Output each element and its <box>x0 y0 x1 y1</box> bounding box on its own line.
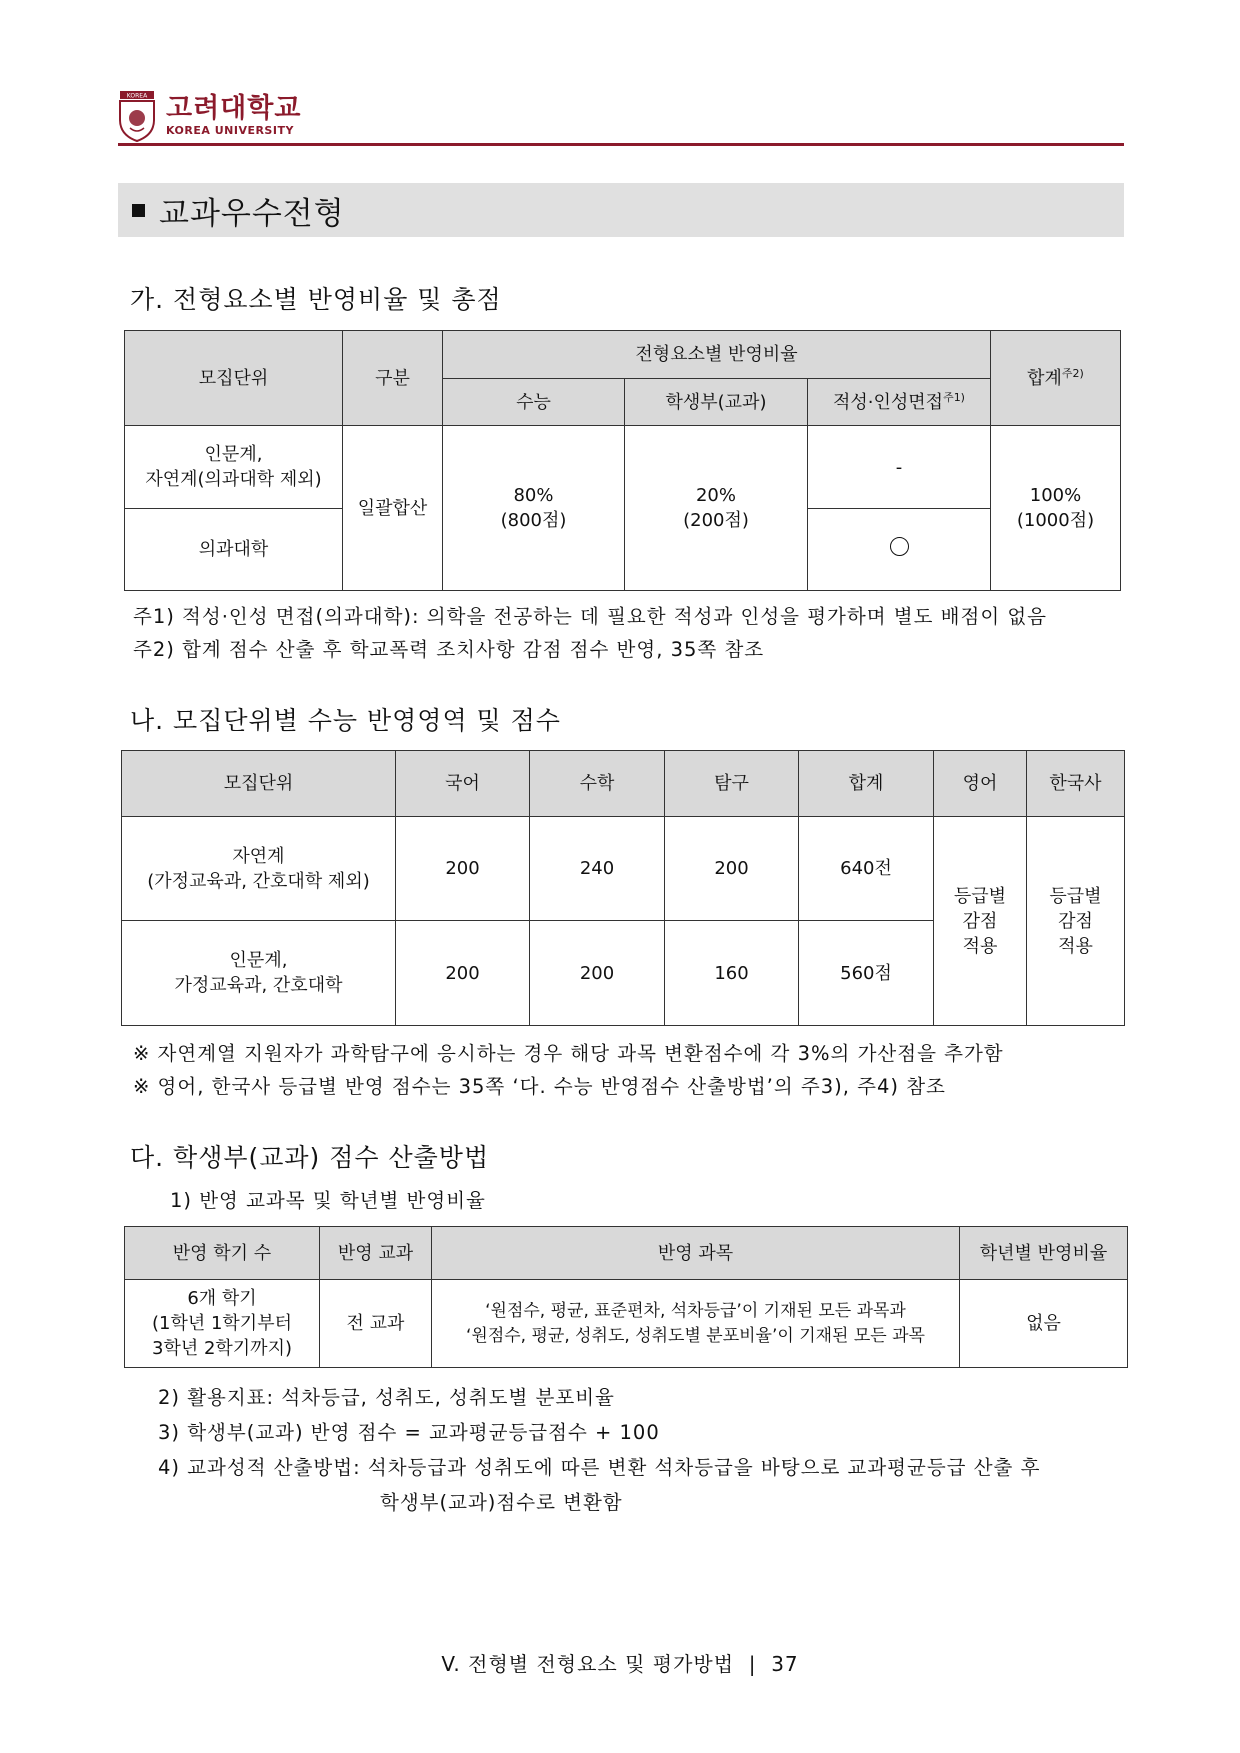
logo-english-name: KOREA UNIVERSITY <box>166 124 294 137</box>
page-footer: V. 전형별 전형요소 및 평가방법 | 37 <box>441 1652 799 1676</box>
item-3: 3) 학생부(교과) 반영 점수 = 교과평균등급점수 + 100 <box>158 1421 660 1444</box>
header-interview-note: 주1) <box>943 390 965 404</box>
header-subjects: 반영 교과 <box>320 1227 432 1280</box>
item-4: 4) 교과성적 산출방법: 석차등급과 성취도에 따른 변환 석차등급을 바탕으로 교과평균등급 산출 후 <box>158 1456 1041 1479</box>
row1-unit: 자연계 (가정교육과, 간호대학 제외) <box>122 817 396 921</box>
header-total <box>991 331 1121 426</box>
header-divider <box>118 143 1124 146</box>
ratio-value: 없음 <box>960 1280 1128 1368</box>
courses-value: ‘원점수, 평균, 표준편차, 석차등급’이 기재된 모든 과목과 ‘원점수, 평균, 성취도, 성취도별 분포비율’이 기재된 모든 과목 <box>432 1280 960 1368</box>
suneung-pts: (800점) <box>500 510 567 531</box>
suneung-value <box>443 426 625 591</box>
record-pts: (200점) <box>683 510 749 531</box>
row1-unit: 인문계, 자연계(의과대학 제외) <box>125 426 343 509</box>
header-courses: 반영 과목 <box>432 1227 960 1280</box>
part-c-heading: 다. 학생부(교과) 점수 산출방법 <box>130 1143 490 1172</box>
total-value <box>991 426 1121 591</box>
header-total-label: 합계 <box>1027 367 1062 389</box>
part-a-heading: 가. 전형요소별 반영비율 및 총점 <box>130 285 502 314</box>
crest-label: KOREA <box>126 92 148 100</box>
type-value: 일괄합산 <box>343 426 443 591</box>
part-a-notes <box>133 600 1133 666</box>
note-1: 주1) 적성·인성 면접(의과대학): 의학을 전공하는 데 필요한 적성과 인성을 평가하며 별도 배점이 없음 <box>133 605 1048 628</box>
total-pct: 100% <box>1029 485 1082 506</box>
note-2: 주2) 합계 점수 산출 후 학교폭력 조치사항 감점 점수 반영, 35쪽 참조 <box>133 638 765 661</box>
row1-inquiry: 200 <box>665 817 799 921</box>
row1-korean: 200 <box>396 817 530 921</box>
row1-total: 640전 <box>799 817 934 921</box>
header-history: 한국사 <box>1027 751 1125 817</box>
row2-math: 200 <box>530 921 665 1026</box>
section-banner <box>118 183 1124 237</box>
logo-korean-name: 고려대학교 <box>166 93 302 124</box>
header-interview <box>808 379 991 426</box>
header-korean: 국어 <box>396 751 530 817</box>
header-total: 합계 <box>799 751 934 817</box>
item-2: 2) 활용지표: 석차등급, 성취도, 성취도별 분포비율 <box>158 1386 615 1409</box>
total-pts: (1000점) <box>1016 510 1095 531</box>
row2-interview <box>808 509 991 591</box>
header-ratio: 학년별 반영비율 <box>960 1227 1128 1280</box>
part-b-notes <box>133 1037 1133 1103</box>
circle-mark-icon <box>890 537 909 556</box>
header-english: 영어 <box>934 751 1027 817</box>
header-total-note: 주2) <box>1061 366 1084 380</box>
note-2: ※ 영어, 한국사 등급별 반영 점수는 35쪽 ‘다. 수능 반영점수 산출방법’의 주3), 주4) 참조 <box>133 1075 946 1098</box>
note-1: ※ 자연계열 지원자가 과학탐구에 응시하는 경우 해당 과목 변환점수에 각 3%의 가산점을 추가함 <box>133 1042 1004 1065</box>
part-b-heading: 나. 모집단위별 수능 반영영역 및 점수 <box>130 706 561 735</box>
header-interview-label: 적성·인성면접 <box>833 391 944 413</box>
university-logo <box>118 88 301 144</box>
header-math: 수학 <box>530 751 665 817</box>
header-record: 학생부(교과) <box>625 379 808 426</box>
header-semesters: 반영 학기 수 <box>125 1227 320 1280</box>
header-weight-group: 전형요소별 반영비율 <box>443 331 991 379</box>
row2-inquiry: 160 <box>665 921 799 1026</box>
crest-icon <box>118 90 156 142</box>
history-value: 등급별 감점 적용 <box>1027 817 1125 1026</box>
row1-math: 240 <box>530 817 665 921</box>
header-unit: 모집단위 <box>122 751 396 817</box>
row1-interview: - <box>808 426 991 509</box>
header-unit: 모집단위 <box>125 331 343 426</box>
weight-table <box>124 330 1121 591</box>
row2-total: 560점 <box>799 921 934 1026</box>
suneung-pct: 80% <box>513 485 554 506</box>
suneung-table <box>121 750 1125 1026</box>
square-bullet-icon <box>132 204 145 217</box>
header-suneung: 수능 <box>443 379 625 426</box>
row2-korean: 200 <box>396 921 530 1026</box>
part-c-items <box>158 1380 1118 1520</box>
header-inquiry: 탐구 <box>665 751 799 817</box>
record-table <box>124 1226 1128 1368</box>
header-type: 구분 <box>343 331 443 426</box>
part-c-sub1: 1) 반영 교과목 및 학년별 반영비율 <box>170 1189 486 1212</box>
row2-unit: 인문계, 가정교육과, 간호대학 <box>122 921 396 1026</box>
semesters-value: 6개 학기 (1학년 1학기부터 3학년 2학기까지) <box>125 1280 320 1368</box>
record-pct: 20% <box>695 485 736 506</box>
record-value <box>625 426 808 591</box>
row2-unit: 의과대학 <box>125 509 343 591</box>
english-value: 등급별 감점 적용 <box>934 817 1027 1026</box>
section-title: 교과우수전형 <box>159 195 345 232</box>
subjects-value: 전 교과 <box>320 1280 432 1368</box>
item-4-continued: 학생부(교과)점수로 변환함 <box>380 1491 623 1514</box>
